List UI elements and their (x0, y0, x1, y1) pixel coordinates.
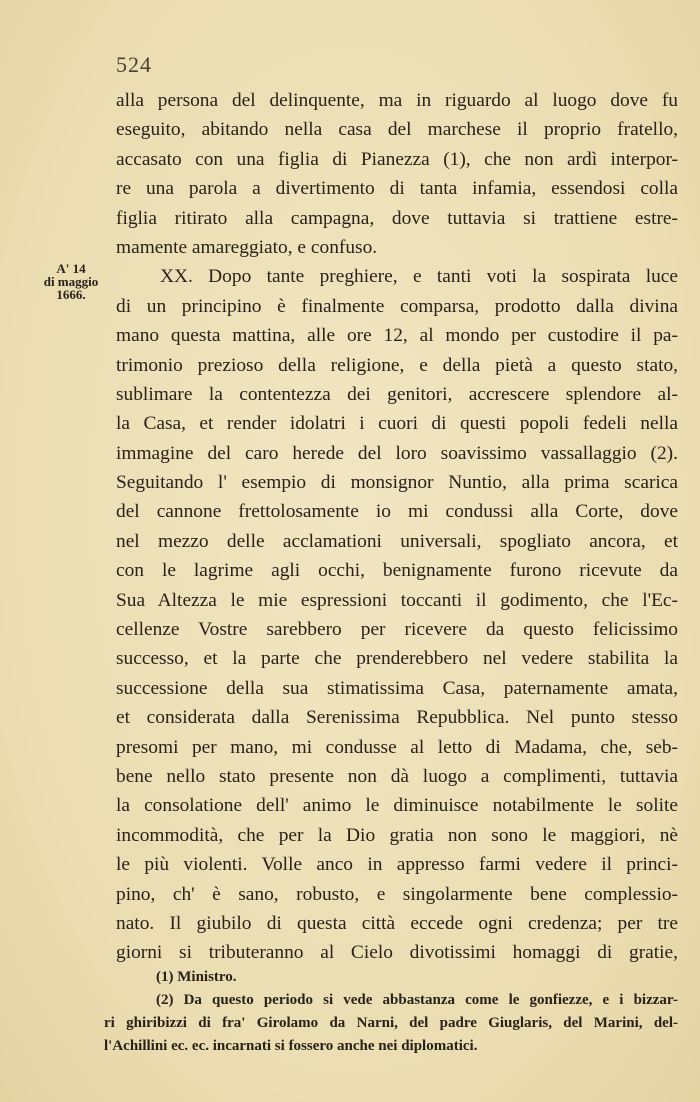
text-line: accasato con una figlia di Pianezza (1), che non ardì interpor- (116, 148, 678, 170)
text-line: del cannone frettolosamente io mi condussi alla Corte, dove (116, 501, 678, 523)
text-line: la consolatione dell' animo le diminuisce notabilmente le solite (116, 795, 678, 817)
text-line: immagine del caro herede del loro soavissimo vassallaggio (2). (116, 442, 678, 464)
text-line: nel mezzo delle acclamationi universali, spogliato ancora, et (116, 530, 678, 552)
text-line: mano questa mattina, alle ore 12, al mondo per custodire il pa- (116, 325, 678, 347)
page-number: 524 (116, 52, 152, 77)
text-line: pino, ch' è sano, robusto, e singolarmente bene complessio- (116, 883, 678, 905)
text-line: alla persona del delinquente, ma in riguardo al luogo dove fu (116, 90, 678, 111)
text-line: successione della sua stimatissima Casa, paternamente amata, (116, 677, 678, 699)
text-line: XX. Dopo tante preghiere, e tanti voti la sospirata luce (160, 266, 678, 288)
footnote-line: (2) Da questo periodo si vede abbastanza come le gonfiezze, e i bizzar- (156, 992, 678, 1008)
text-line: di un principino è finalmente comparsa, prodotto dalla divina (116, 295, 678, 317)
text-line: Seguitando l' esempio di monsignor Nuntio, alla prima scarica (116, 472, 678, 494)
text-line: re una parola a divertimento di tanta infamia, essendosi colla (116, 178, 678, 200)
footnote-line: (1) Ministro. (156, 969, 237, 985)
text-line: con le lagrime agli occhi, benignamente furono ricevute da (116, 560, 678, 582)
body-text (116, 86, 678, 968)
footnotes (104, 966, 678, 1058)
text-line: la Casa, et render idolatri i cuori di questi popoli fedeli nella (116, 413, 678, 435)
text-line: incommodità, che per la Dio gratia non sono le maggiori, nè (116, 824, 678, 846)
margin-note-line: 1666. (56, 287, 86, 302)
text-line: nato. Il giubilo di questa città eccede ogni credenza; per tre (116, 912, 678, 934)
text-line: cellenze Vostre sarebbero per ricevere da questo felicissimo (116, 619, 678, 641)
text-line: successo, et la parte che prenderebbero nel vedere stabilita la (116, 648, 678, 670)
text-line: mamente amareggiato, e confuso. (116, 236, 378, 258)
margin-note-line: di maggio (43, 274, 99, 289)
text-line: giorni si tributeranno al Cielo divotissimi homaggi di gratie, (116, 942, 678, 964)
text-line: sublimare la contentezza dei genitori, accrescere splendore al- (116, 383, 678, 405)
footnote-line: ri ghiribizzi di fra' Girolamo da Narni, del padre Giuglaris, del Marini, del- (104, 1015, 678, 1031)
footnote-line: l'Achillini ec. ec. incarnati si fossero anche nei diplomatici. (104, 1038, 478, 1054)
text-line: le più violenti. Volle anco in appresso farmi vedere il princi- (116, 854, 678, 876)
text-line: presomi per mano, mi condusse al letto di Madama, che, seb- (116, 736, 678, 758)
margin-date-note (30, 262, 112, 301)
text-line: et considerata dalla Serenissima Repubblica. Nel punto stesso (116, 707, 678, 729)
text-line: Sua Altezza le mie espressioni toccanti il godimento, che l'Ec- (116, 589, 678, 611)
text-line: eseguito, abitando nella casa del marchese il proprio fratello, (116, 119, 678, 141)
margin-note-line: A' 14 (56, 261, 86, 276)
text-line: trimonio prezioso della religione, e della pietà a questo stato, (116, 354, 678, 376)
text-line: bene nello stato presente non dà luogo a complimenti, tuttavia (116, 765, 678, 787)
text-line: figlia ritirato alla campagna, dove tuttavia si trattiene estre- (116, 207, 678, 229)
